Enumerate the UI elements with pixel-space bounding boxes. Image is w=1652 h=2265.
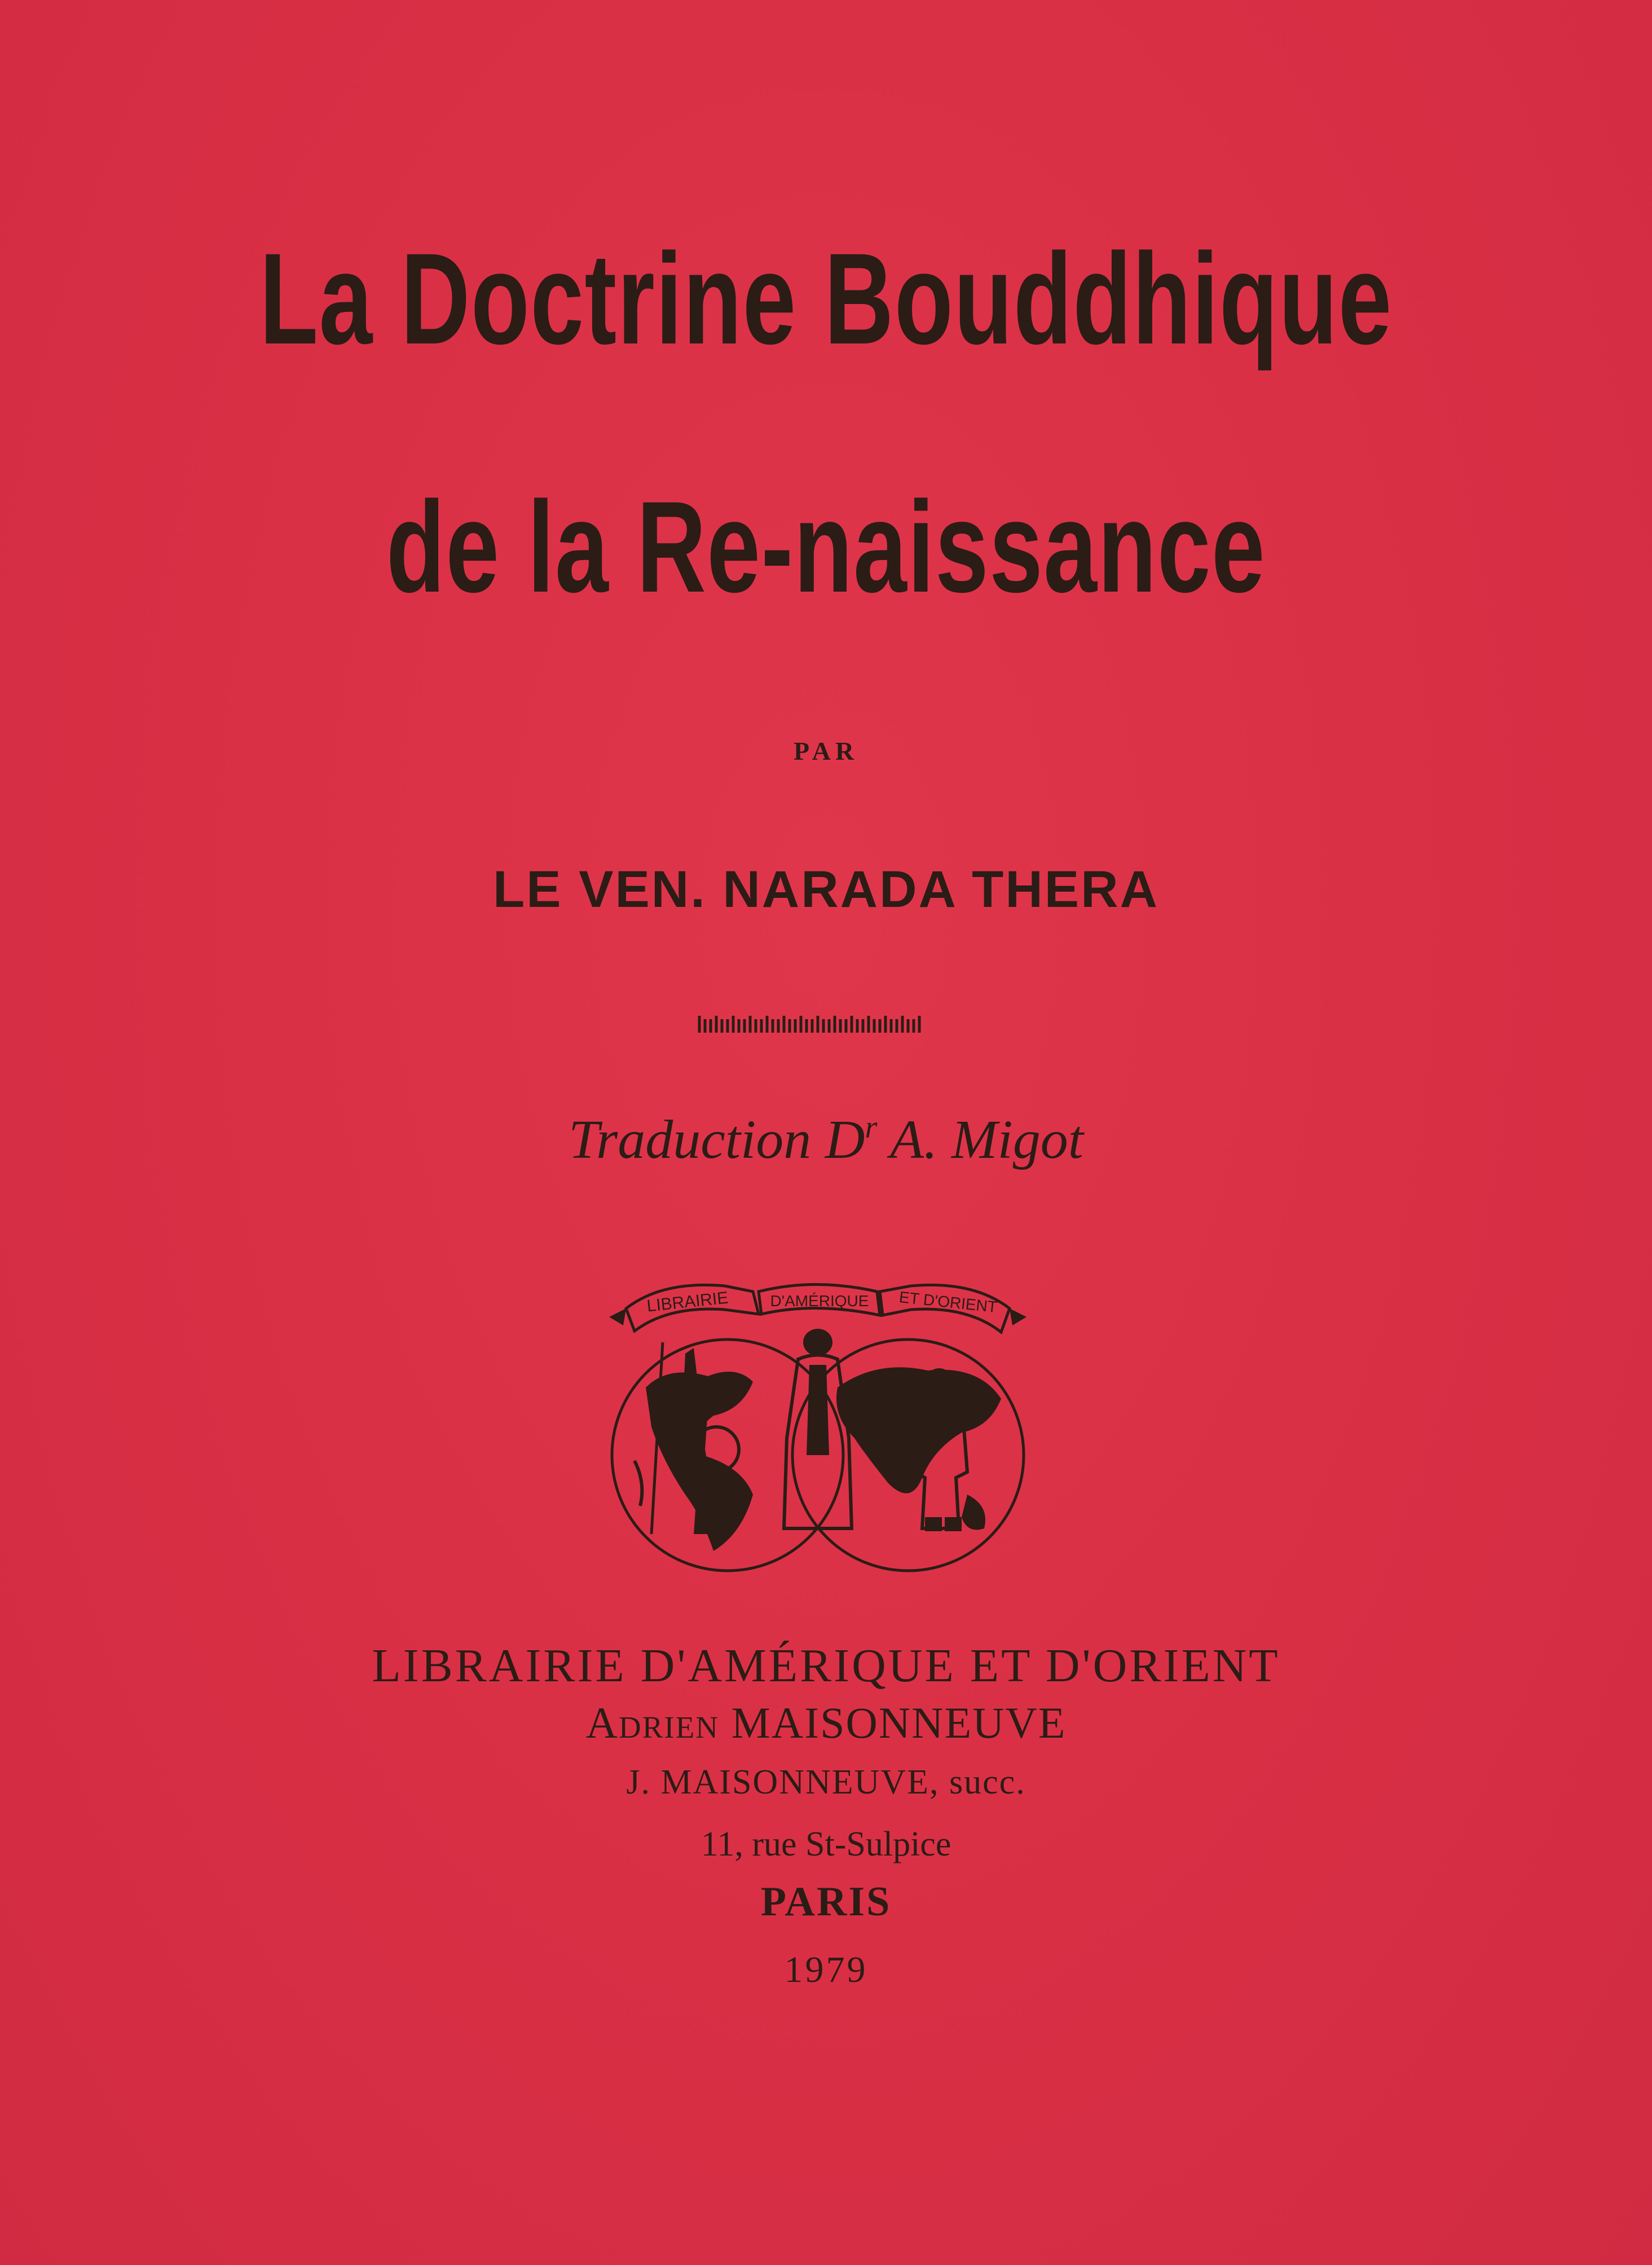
publisher-city: PARIS <box>760 1879 892 1925</box>
author-name: LE VEN. NARADA THERA <box>492 861 1160 918</box>
title-line-1: La Doctrine Bouddhique <box>259 226 1393 371</box>
translator-name: A. Migot <box>877 1109 1083 1170</box>
publisher-owner: Adrien MAISONNEUVE <box>585 1698 1067 1747</box>
title-line-2: de la Re-naissance <box>386 474 1266 619</box>
publisher-logo <box>572 1269 1063 1585</box>
logo-ribbon-left-text: LIBRAIRIE <box>646 1288 729 1316</box>
publisher-successor: J. MAISONNEUVE, succ. <box>626 1763 1026 1801</box>
by-label: PAR <box>793 737 859 765</box>
publisher-name: LIBRAIRIE D'AMÉRIQUE ET D'ORIENT <box>372 1640 1280 1692</box>
logo-ribbon-right-text: ET D'ORIENT <box>898 1288 998 1316</box>
translator-title-sup: r <box>865 1110 878 1145</box>
publisher-address: 11, rue St-Sulpice <box>701 1825 951 1863</box>
publication-year: 1979 <box>784 1949 868 1990</box>
translator-credit <box>0 1108 1652 1171</box>
logo-ribbon-mid-text: D'AMÉRIQUE <box>770 1292 869 1310</box>
ornament-divider <box>697 1013 926 1034</box>
logo-ribbon <box>609 1285 1027 1333</box>
translator-prefix: Traduction D <box>569 1109 865 1170</box>
